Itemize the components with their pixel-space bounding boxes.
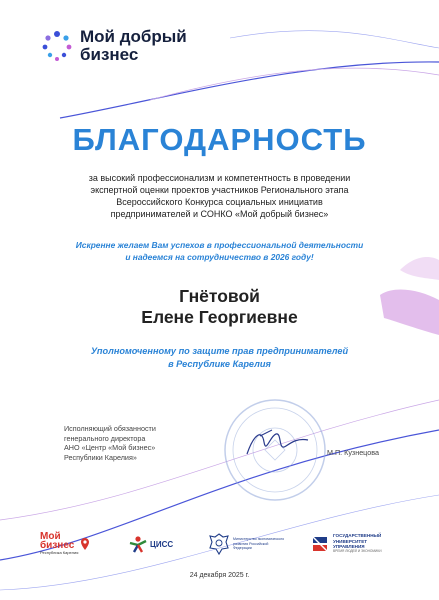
reason-line: Всероссийского Конкурса социальных инициатив	[116, 197, 323, 207]
recipient-name	[0, 286, 439, 328]
moy-biznes-line-1: Мой	[40, 531, 61, 542]
logo-dots-icon	[40, 29, 74, 63]
recipient-surname: Гнётовой	[179, 286, 260, 306]
partner-ministry-logo	[208, 524, 285, 564]
ministry-label: Министерство экономического развития Российской Федерации	[233, 537, 285, 551]
signer-title-line: Республики Карелия»	[64, 452, 137, 462]
signer-name: М.П. Кузнецова	[327, 448, 379, 457]
reason-line: предпринимателей и СОНКО «Мой добрый бизнес»	[110, 209, 329, 219]
coat-of-arms-icon	[208, 532, 230, 556]
logo-line-2: бизнес	[80, 45, 139, 64]
reason-line: экспертной оценки проектов участников Регионального этапа	[90, 185, 349, 195]
wish-text	[40, 239, 399, 263]
partner-tsiss-logo	[128, 524, 173, 564]
tsiss-label: ЦИСС	[150, 539, 174, 549]
logo-text	[80, 28, 187, 64]
partner-university-logo	[310, 524, 382, 564]
document-date: 24 декабря 2025 г.	[189, 572, 250, 579]
document-title: БЛАГОДАРНОСТЬ	[72, 122, 367, 157]
university-label	[333, 533, 382, 555]
recipient-position	[40, 345, 399, 371]
signer-title	[64, 424, 156, 462]
reason-line: за высокий профессионализм и компетентность в проведении	[88, 173, 351, 183]
reason-text	[40, 172, 399, 220]
signer-title-line: генерального директора	[64, 433, 146, 443]
university-emblem-icon	[310, 535, 330, 553]
partner-moy-biznes-logo	[40, 524, 90, 564]
position-line: Уполномоченному по защите прав предпринимателей	[90, 346, 349, 356]
map-pin-icon	[80, 537, 90, 551]
university-line-4: ВРЕМЯ ЛЮДЕЙ И ЭКОНОМИКИ	[333, 549, 382, 554]
signer-title-line: Исполняющий обязанности	[64, 424, 156, 433]
moy-biznes-wordmark	[40, 532, 78, 556]
signer-title-line: АНО «Центр «Мой бизнес»	[64, 443, 156, 452]
recipient-given-name: Елене Георгиевне	[141, 307, 298, 327]
brand-logo	[40, 28, 187, 64]
tsiss-figure-icon	[128, 535, 148, 553]
partner-logos	[0, 524, 439, 564]
logo-line-1: Мой добрый	[80, 27, 187, 46]
wish-line: и надеемся на сотрудничество в 2026 году!	[125, 252, 314, 262]
moy-biznes-line-2: бизнес	[40, 540, 75, 551]
university-line-1: ГОСУДАРСТВЕННЫЙ	[333, 533, 382, 539]
signature-icon	[242, 424, 312, 464]
position-line: в Республике Карелия	[168, 359, 271, 369]
university-line-3: УПРАВЛЕНИЯ	[333, 544, 365, 549]
university-line-2: УНИВЕРСИТЕТ	[333, 538, 368, 544]
wish-line: Искренне желаем Вам успехов в профессиональной деятельности	[75, 240, 364, 250]
moy-biznes-sub: Республика Карелия	[40, 550, 79, 555]
